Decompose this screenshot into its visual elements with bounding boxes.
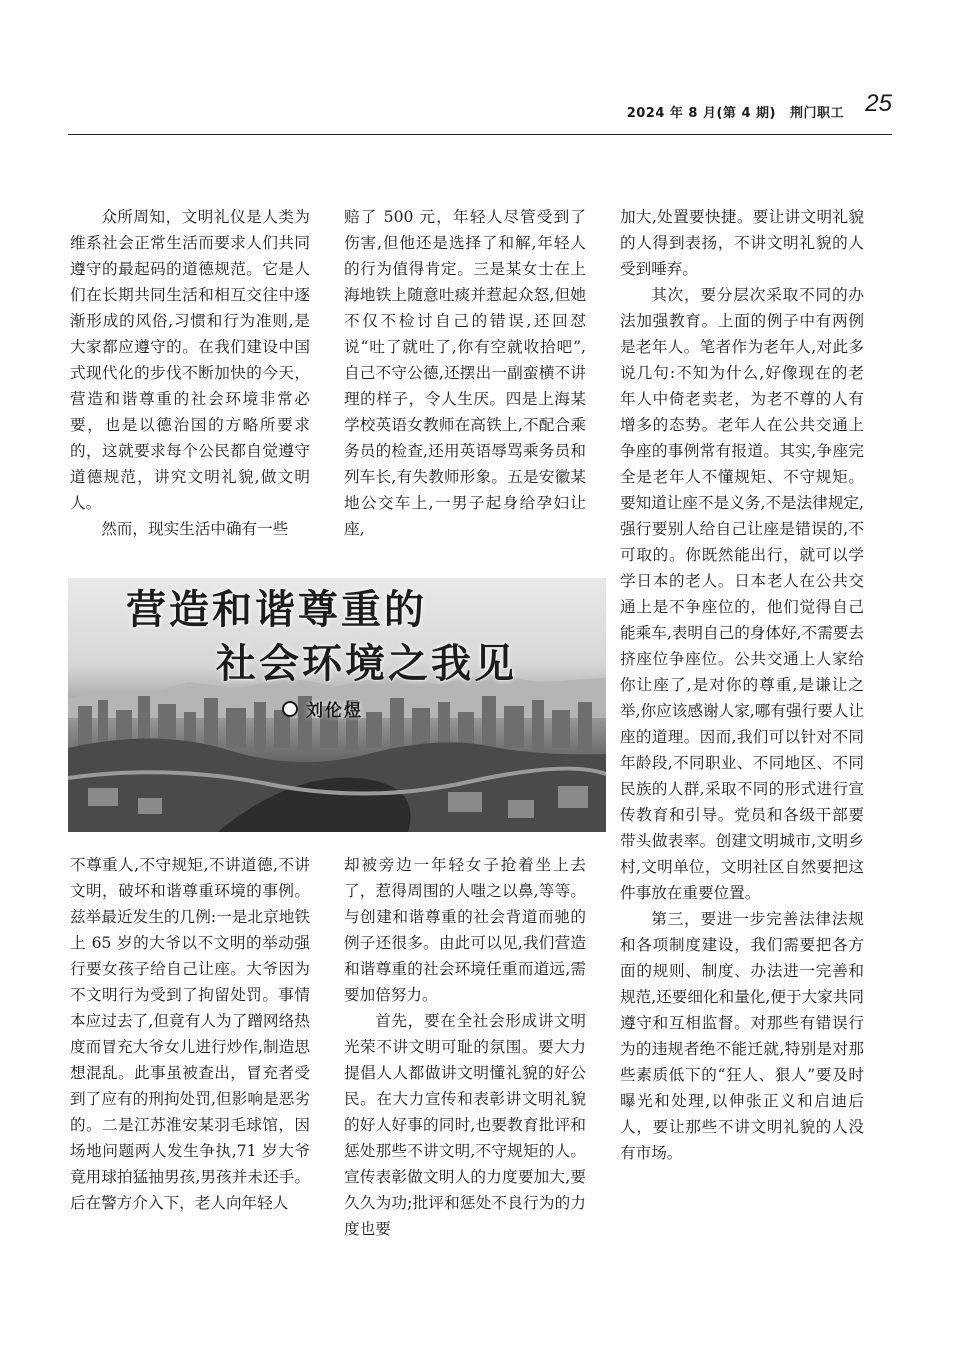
column-2-top: [344, 204, 586, 542]
paragraph: 赔了 500 元，年轻人尽管受到了伤害,但他还是选择了和解,年轻人的行为值得肯定。三是某女士在上海地铁上随意吐痰并惹起众怒,但她不仅不检讨自己的错误,还回怼说“吐了就吐了,你有空就收拾吧”,自己不守公德,还摆出一副蛮横不讲理的样子，令人生厌。四是上海某学校英语女教师在高铁上,不配合乘务员的检查,还用英语辱骂乘务员和列车长,有失教师形象。五是安徽某地公交车上,一男子起身给孕妇让座,: [344, 208, 586, 538]
header-meta: [627, 102, 844, 121]
title-banner: [68, 578, 606, 832]
column-1-bottom: [70, 852, 310, 1216]
header-rule: [68, 134, 892, 135]
paragraph: 却被旁边一年轻女子抢着坐上去了，惹得周围的人嗤之以鼻,等等。与创建和谐尊重的社会背道而驰的例子还很多。由此可以见,我们营造和谐尊重的社会环境任重而道远,需要加倍努力。: [344, 856, 586, 1004]
paragraph: 加大,处置要快捷。要让讲文明礼貌的人得到表扬，不讲文明礼貌的人受到唾弃。: [620, 208, 864, 278]
paragraph: 众所周知，文明礼仪是人类为维系社会正常生活而要求人们共同遵守的最起码的道德规范。它是人们在长期共同生活和相互交往中逐渐形成的风俗,习惯和行为准则,是大家都应遵守的。在我们建设中国式现代化的步伐不断加快的今天，营造和谐尊重的社会环境非常必要，也是以德治国的方略所要求的，这就要求每个公民都自觉遵守道德规范，讲究文明礼貌,做文明人。: [70, 208, 310, 512]
paragraph: 其次，要分层次采取不同的办法加强教育。上面的例子中有两例是老年人。笔者作为老年人,对此多说几句:不知为什么,好像现在的老年人中倚老卖老，为老不尊的人有增多的态势。老年人在公共交通上争座的事例常有报道。其实,争座完全是老年人不懂规矩、不守规矩。要知道让座不是义务,不是法律规定,强行要别人给自己让座是错误的,不可取的。你既然能出行，就可以学学日本的老人。日本老人在公共交通上是不争座位的，他们觉得自己能乘车,表明自己的身体好,不需要去挤座位争座位。公共交通上人家给你让座了,是对你的尊重,是谦让之举,你应该感谢人家,哪有强行要人让座的道理。因而,我们可以针对不同年龄段,不同职业、不同地区、不同民族的人群,采取不同的形式进行宣传教育和引导。党员和各级干部要带头做表率。创建文明城市,文明乡村,文明单位，文明社区自然要把这件事放在重要位置。: [620, 286, 864, 902]
paragraph: 然而，现实生活中确有一些: [101, 520, 289, 538]
author-mark-icon: [282, 701, 298, 717]
column-1-top: [70, 204, 310, 542]
page-header: [68, 92, 892, 132]
column-2-bottom: [344, 852, 586, 1242]
page-number: 25: [865, 90, 892, 117]
article-title-line-2: 社会环境之我见: [216, 640, 517, 687]
article-title-line-1: 营造和谐尊重的: [126, 586, 427, 633]
paragraph: 首先，要在全社会形成讲文明光荣不讲文明可耻的氛围。要大力提倡人人都做讲文明懂礼貌的好公民。在大力宣传和表彰讲文明礼貌的好人好事的同时,也要教育批评和惩处那些不讲文明,不守规矩的人。宣传表彰做文明人的力度要加大,要久久为功;批评和惩处不良行为的力度也要: [344, 1012, 586, 1238]
issue-date: 2024 年 8 月(第 4 期): [626, 106, 776, 121]
column-3: [620, 204, 864, 1166]
journal-name: 荆门职工: [789, 106, 844, 121]
paragraph: 第三，要进一步完善法律法规和各项制度建设，我们需要把各方面的规则、制度、办法进一完善和规范,还要细化和量化,便于大家共同遵守和互相监督。对那些有错误行为的违规者绝不能迁就,特别是对那些素质低下的“狂人、狠人”要及时曝光和处理,以伸张正义和启迪后人，要让那些不讲文明礼貌的人没有市场。: [620, 910, 864, 1162]
paragraph: 不尊重人,不守规矩,不讲道德,不讲文明，破坏和谐尊重环境的事例。兹举最近发生的几例:一是北京地铁上 65 岁的大爷以不文明的举动强行要女孩子给自己让座。大爷因为不文明行为受到了拘留处罚。事情本应过去了,但竟有人为了蹭网络热度而冒充大爷女儿进行炒作,制造思想混乱。此事虽被查出，冒充者受到了应有的刑拘处罚,但影响是恶劣的。二是江苏淮安某羽毛球馆，因场地问题两人发生争执,71 岁大爷竟用球拍猛抽男孩,男孩并未还手。后在警方介入下，老人向年轻人: [70, 856, 310, 1212]
author-byline: [282, 696, 363, 721]
author-name: 刘伦煜: [306, 701, 363, 721]
